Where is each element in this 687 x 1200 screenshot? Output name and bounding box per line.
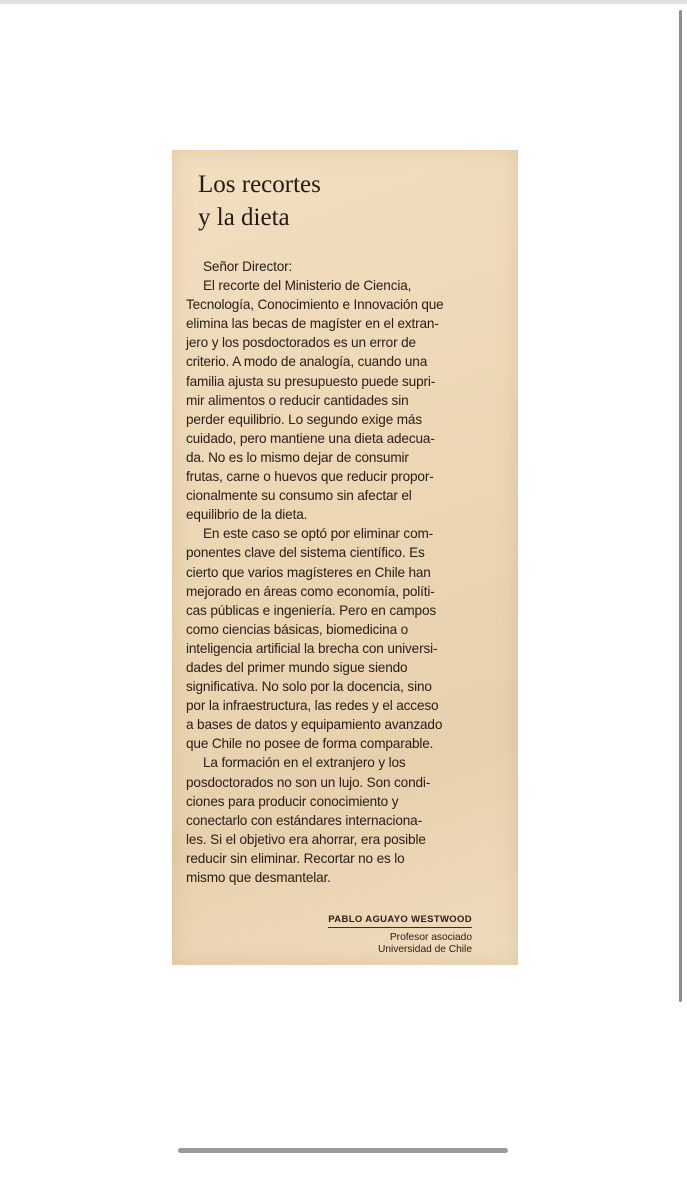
letter-line: perder equilibrio. Lo segundo exige más <box>186 411 422 427</box>
letter-line: cas públicas e ingeniería. Pero en campos <box>186 602 437 618</box>
letter-line: cionalmente su consumo sin afectar el <box>186 488 412 504</box>
letter-line: significativa. No solo por la docencia, sino <box>186 679 432 695</box>
top-status-strip <box>0 0 687 4</box>
letter-line: elimina las becas de magíster en el extran- <box>186 316 439 332</box>
author-role: Profesor asociado <box>389 932 472 943</box>
letter-line: por la infraestructura, las redes y el acceso <box>186 698 439 714</box>
letter-line: mejorado en áreas como economía, políti- <box>186 583 435 599</box>
letter-line: conectarlo con estándares internaciona- <box>186 812 422 828</box>
letter-line: como ciencias básicas, biomedicina o <box>186 621 409 637</box>
letter-line: inteligencia artificial la brecha con universi- <box>186 640 438 656</box>
author-name: PABLO AGUAYO WESTWOOD <box>328 914 472 928</box>
letter-line: criterio. A modo de analogía, cuando una <box>186 354 428 370</box>
letter-line: frutas, carne o huevos que reducir propor- <box>186 469 434 485</box>
letter-line: Señor Director: <box>203 259 293 274</box>
letter-line: mismo que desmantelar. <box>186 870 331 885</box>
letter-line: El recorte del Ministerio de Ciencia, <box>203 278 412 294</box>
letter-body <box>186 257 482 887</box>
author-institution: Universidad de Chile <box>377 944 472 955</box>
letter-line: ponentes clave del sistema científico. Es <box>186 545 425 561</box>
letter-line: ciones para producir conocimiento y <box>186 793 399 809</box>
letter-line: equilibrio de la dieta. <box>186 507 308 523</box>
signature-block <box>328 909 472 956</box>
newspaper-clipping <box>172 150 518 965</box>
letter-line: Tecnología, Conocimiento e Innovación que <box>186 297 444 313</box>
letter-line: cuidado, pero mantiene una dieta adecua- <box>186 430 435 446</box>
vertical-scrollbar[interactable] <box>679 10 682 1002</box>
letter-line: da. No es lo mismo dejar de consumir <box>186 449 409 465</box>
headline-line-1: Los recortes <box>198 171 321 198</box>
letter-line: En este caso se optó por eliminar com- <box>203 526 434 542</box>
headline <box>198 168 321 234</box>
letter-line: a bases de datos y equipamiento avanzado <box>186 717 443 733</box>
letter-line: les. Si el objetivo era ahorrar, era posible <box>186 831 426 847</box>
letter-line: jero y los posdoctorados es un error de <box>186 335 416 351</box>
letter-line: dades del primer mundo sigue siendo <box>186 659 408 675</box>
home-indicator[interactable] <box>178 1148 508 1153</box>
letter-line: posdoctorados no son un lujo. Son condi- <box>186 774 431 790</box>
letter-line: mir alimentos o reducir cantidades sin <box>186 392 409 408</box>
letter-line: que Chile no posee de forma comparable. <box>186 736 434 752</box>
letter-line: cierto que varios magísteres en Chile han <box>186 564 431 580</box>
letter-line: La formación en el extranjero y los <box>203 755 406 771</box>
letter-line: reducir sin eliminar. Recortar no es lo <box>186 850 405 866</box>
letter-line: familia ajusta su presupuesto puede supri- <box>186 373 436 389</box>
headline-line-2: y la dieta <box>198 204 290 231</box>
